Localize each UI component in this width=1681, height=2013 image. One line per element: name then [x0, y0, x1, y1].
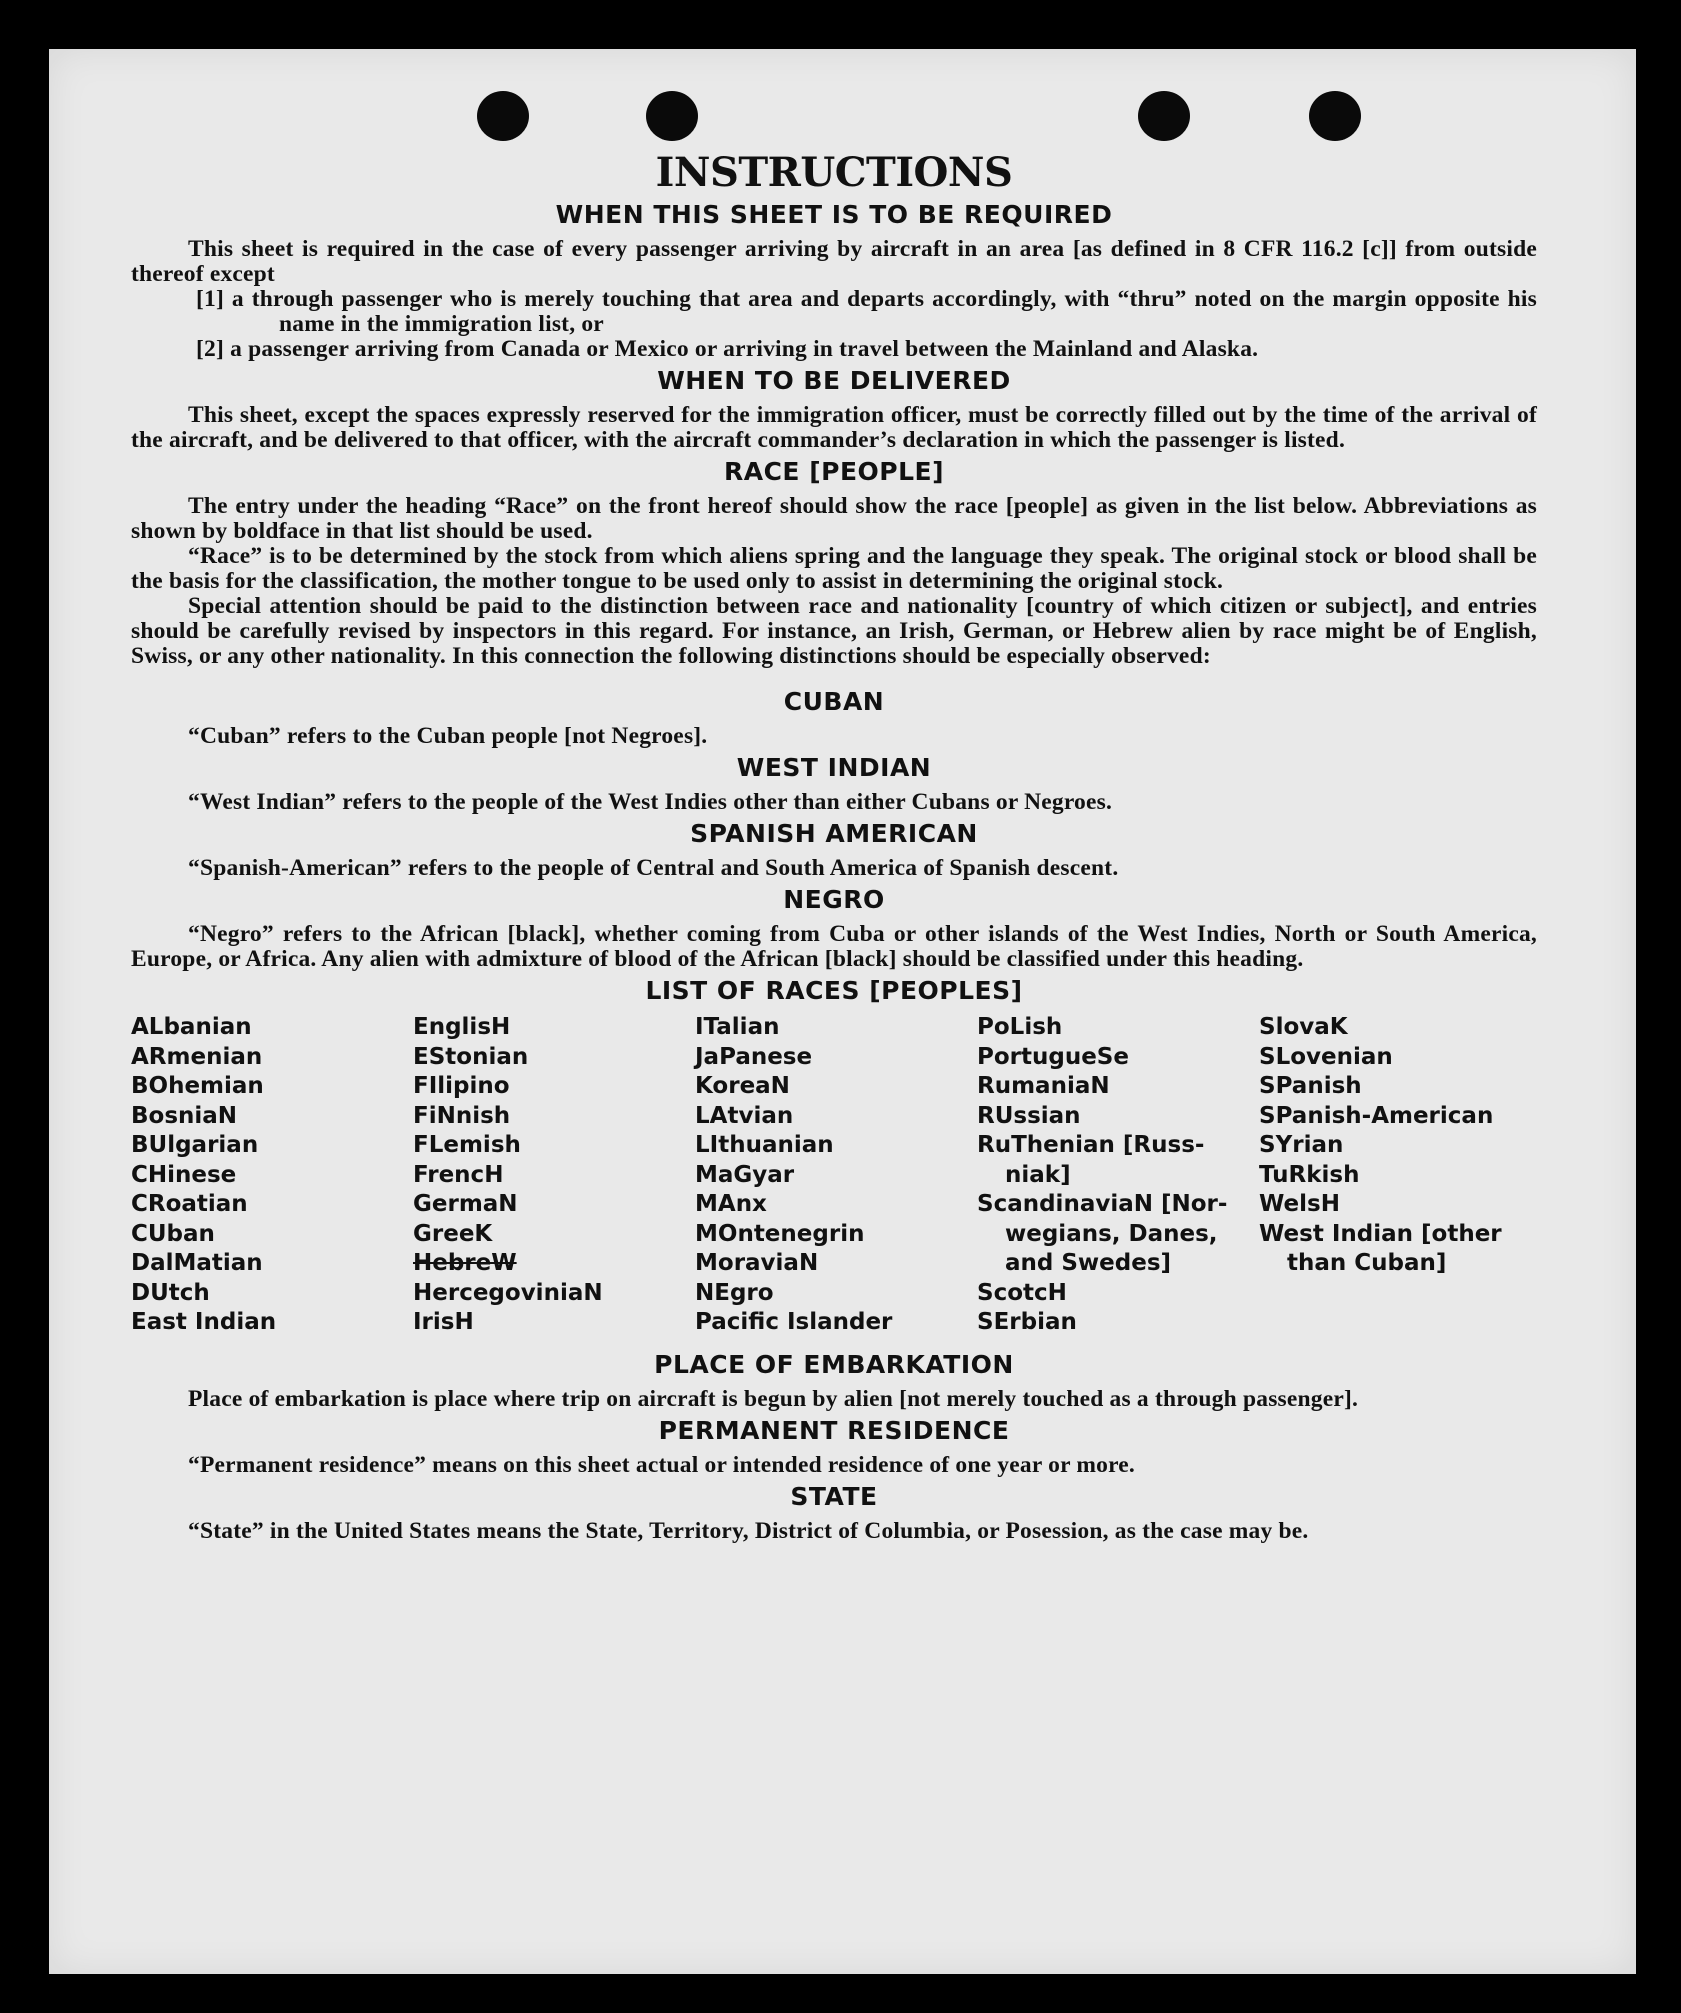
races-column — [413, 1013, 695, 1338]
race-entry: ScandinaviaN [Nor- — [977, 1191, 1228, 1217]
race-entry: WelsH — [1259, 1191, 1340, 1217]
race-entry: HercegoviniaN — [413, 1279, 603, 1306]
document-sheet — [49, 49, 1636, 1974]
race-entry: ARmenian — [131, 1043, 263, 1070]
races-column — [695, 1013, 977, 1338]
race-entry-struck: HebreW — [413, 1250, 517, 1276]
section-heading: NEGRO — [783, 885, 885, 914]
race-entry: SPanish-American — [1259, 1102, 1494, 1129]
section-heading: RACE [PEOPLE] — [723, 457, 945, 486]
race-entry: TuRkish — [1259, 1161, 1360, 1188]
section-heading: STATE — [790, 1481, 878, 1511]
section-text: “West Indian” refers to the people of the West Indies other than either Cubans or Negroes. — [188, 789, 1113, 815]
race-entry: CRoatian — [131, 1191, 248, 1217]
race-entry: GermaN — [413, 1191, 518, 1217]
race-entry: East Indian — [131, 1309, 277, 1335]
punch-hole — [477, 91, 529, 141]
race-entry: IrisH — [413, 1309, 474, 1335]
section-text: Special attention should be paid to the distinction between race and nationality [country of which citizen or subject], and entries should be carefully revised by inspectors in this regard. For instance, an Irish, German, or Hebrew alien by race might be of English, Swiss, or any other nationality. In this connection the following distinctions should be especially observed: — [131, 593, 1537, 669]
section-heading: CUBAN — [783, 687, 885, 716]
race-entry: KoreaN — [695, 1073, 790, 1099]
race-entry: wegians, Danes, — [1005, 1220, 1218, 1247]
race-entry: and Swedes] — [1005, 1250, 1172, 1276]
race-entry: BUlgarian — [131, 1132, 259, 1158]
section-heading: SPANISH AMERICAN — [690, 819, 978, 848]
punch-hole — [646, 91, 698, 141]
race-entry: MaGyar — [695, 1161, 795, 1188]
section-heading: PLACE OF EMBARKATION — [654, 1349, 1014, 1379]
race-entry: MoraviaN — [695, 1250, 819, 1276]
race-entry: FLemish — [413, 1132, 521, 1158]
section-text: “State” in the United States means the State, Territory, District of Columbia, or Posession, as the case may be. — [188, 1517, 1309, 1544]
race-entry: DUtch — [131, 1279, 210, 1306]
instructions-content — [131, 149, 1537, 1544]
race-entry: LAtvian — [695, 1102, 794, 1129]
races-column — [1259, 1013, 1537, 1338]
race-entry: PoLish — [977, 1014, 1063, 1040]
section-heading: PERMANENT RESIDENCE — [658, 1415, 1010, 1445]
section-text: This sheet is required in the case of every passenger arriving by aircraft in an area [as defined in 8 CFR 116.2 [c]] from outside thereof except — [131, 236, 1537, 287]
section-text: “Spanish-American” refers to the people of Central and South America of Spanish descent. — [188, 855, 1119, 881]
race-entry: ScotcH — [977, 1279, 1067, 1306]
race-entry: RUssian — [977, 1102, 1081, 1129]
section-text: “Negro” refers to the African [black], whether coming from Cuba or other islands of the West Indies, North or South America, Europe, or Africa. Any alien with admixture of blood of the African [black] should be classified under this heading. — [131, 921, 1537, 972]
race-entry: niak] — [1005, 1161, 1071, 1188]
section-text: “Permanent residence” means on this sheet actual or intended residence of one year or more. — [188, 1451, 1135, 1478]
race-entry: BosniaN — [131, 1102, 238, 1129]
race-entry: SErbian — [977, 1309, 1077, 1335]
section-heading: WEST INDIAN — [736, 753, 932, 782]
race-entry: EnglisH — [413, 1014, 511, 1040]
race-entry: LIthuanian — [695, 1132, 834, 1158]
punch-hole — [1138, 91, 1190, 141]
race-entry: FrencH — [413, 1161, 504, 1188]
race-entry: than Cuban] — [1287, 1250, 1447, 1276]
race-entry: RumaniaN — [977, 1073, 1110, 1099]
race-entry: ITalian — [695, 1014, 780, 1040]
race-entry: EStonian — [413, 1043, 529, 1070]
section-text: “Race” is to be determined by the stock from which aliens spring and the language they speak. The original stock or blood shall be the basis for the classification, the mother tongue to be used only to assist in determining the original stock. — [131, 543, 1537, 594]
section-heading: WHEN TO BE DELIVERED — [657, 366, 1011, 395]
race-entry: FIlipino — [413, 1073, 510, 1099]
exception-item: [2] a passenger arriving from Canada or Mexico or arriving in travel between the Mainland and Alaska. — [196, 336, 1259, 362]
race-entry: MOntenegrin — [695, 1220, 865, 1247]
race-entry: ALbanian — [131, 1014, 252, 1040]
section-text: Place of embarkation is place where trip on aircraft is begun by alien [not merely touched as a through passenger]. — [188, 1385, 1359, 1412]
race-entry: GreeK — [413, 1220, 493, 1247]
race-entry: SLovenian — [1259, 1043, 1393, 1070]
section-heading: WHEN THIS SHEET IS TO BE REQUIRED — [555, 200, 1113, 229]
race-entry: JaPanese — [695, 1043, 813, 1070]
race-entry: Pacific Islander — [695, 1309, 893, 1335]
race-entry: SPanish — [1259, 1073, 1362, 1099]
race-entry: DalMatian — [131, 1250, 263, 1276]
section-text: “Cuban” refers to the Cuban people [not Negroes]. — [188, 723, 708, 749]
races-column — [977, 1013, 1259, 1338]
race-entry: PortugueSe — [977, 1043, 1129, 1070]
section-text: This sheet, except the spaces expressly reserved for the immigration officer, must be correctly filled out by the time of the arrival of the aircraft, and be delivered to that officer, with the aircraft commander’s declaration in which the passenger is listed. — [131, 402, 1537, 453]
race-entry: RuThenian [Russ- — [977, 1132, 1205, 1158]
race-entry: West Indian [other — [1259, 1220, 1502, 1247]
race-entry: SYrian — [1259, 1132, 1344, 1158]
race-entry: MAnx — [695, 1191, 767, 1217]
races-list — [131, 1013, 1537, 1338]
race-entry: CHinese — [131, 1161, 237, 1188]
punch-hole — [1309, 91, 1361, 141]
section-text: The entry under the heading “Race” on the front hereof should show the race [people] as given in the list below. Abbreviations as shown by boldface in that list should be used. — [131, 493, 1537, 544]
page-title: INSTRUCTIONS — [655, 149, 1013, 196]
race-entry: BOhemian — [131, 1073, 264, 1099]
race-entry: FiNnish — [413, 1102, 511, 1129]
races-heading: LIST OF RACES [PEOPLES] — [645, 976, 1023, 1005]
races-column — [131, 1013, 413, 1338]
exception-item: [1] a through passenger who is merely touching that area and departs accordingly, with “thru” noted on the margin opposite his name in the immigration list, or — [196, 286, 1537, 337]
race-entry: NEgro — [695, 1279, 774, 1306]
race-entry: CUban — [131, 1220, 215, 1247]
race-entry: SlovaK — [1259, 1014, 1348, 1040]
